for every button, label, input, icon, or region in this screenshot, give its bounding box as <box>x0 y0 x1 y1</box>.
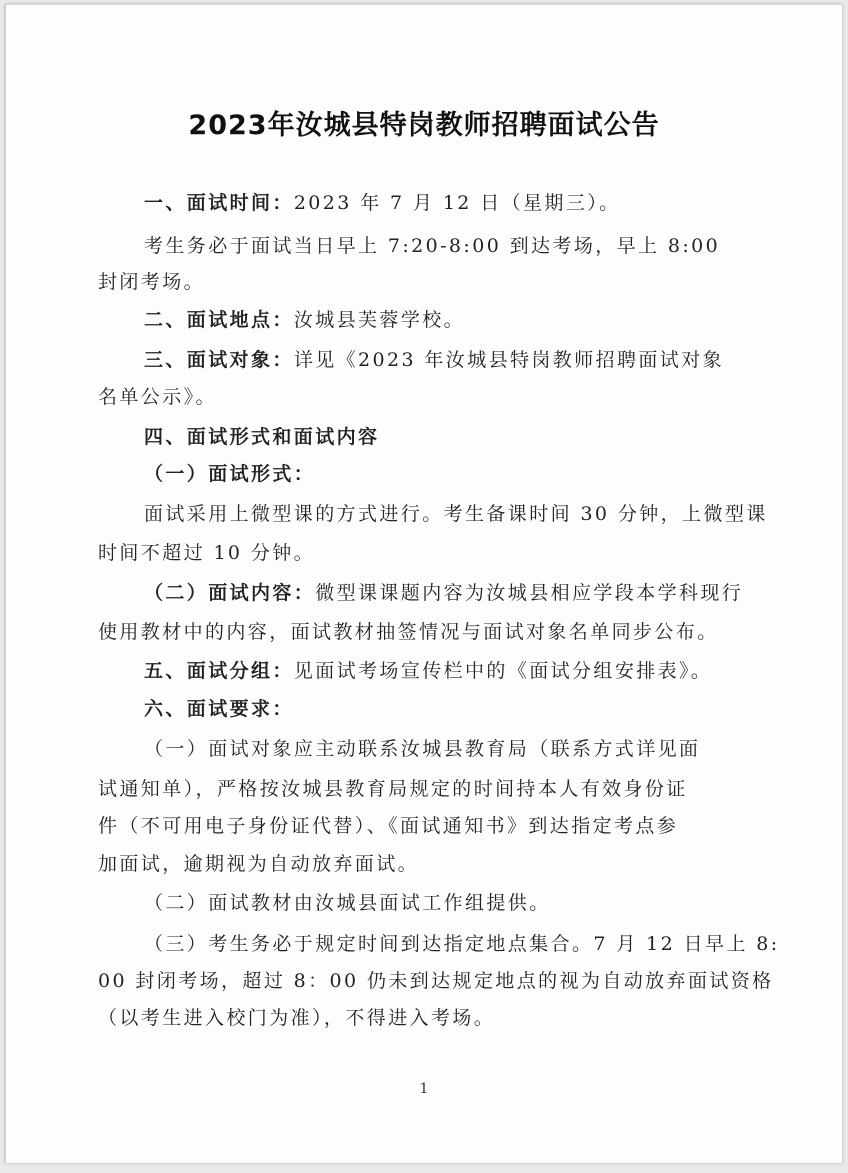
section-1-text: 2023 年 7 月 12 日（星期三）。 <box>293 192 621 214</box>
section-2-heading: 二、面试地点： <box>144 309 294 331</box>
section-2-text: 汝城县芙蓉学校。 <box>293 309 466 331</box>
section-6-req-3-line-2: 00 封闭考场，超过 8：00 仍未到达规定地点的视为自动放弃面试资格 <box>98 970 774 992</box>
section-4-sub-2-text: 微型课课题内容为汝城县相应学段本学科现行 <box>315 582 744 604</box>
section-6-req-1-line-4: 加面试，逾期视为自动放弃面试。 <box>98 853 420 875</box>
section-5-line <box>144 657 824 685</box>
section-4-sub-1-heading: （一）面试形式： <box>144 463 316 485</box>
section-6-req-1-line-1: （一）面试对象应主动联系汝城县教育局（联系方式详见面 <box>144 738 701 760</box>
section-1-para-line-1: 考生务必于面试当日早上 7:20-8:00 到达考场，早上 8:00 <box>144 235 721 257</box>
section-5-text: 见面试考场宣传栏中的《面试分组安排表》。 <box>293 660 713 682</box>
section-4-sub-1-line-1: 面试采用上微型课的方式进行。考生备课时间 30 分钟，上微型课 <box>144 503 768 525</box>
section-3-heading: 三、面试对象： <box>144 349 294 371</box>
section-1-line <box>144 189 824 217</box>
section-6-req-1-line-2: 试通知单），严格按汝城县教育局规定的时间持本人有效身份证 <box>98 778 688 800</box>
section-3-line-2: 名单公示》。 <box>98 386 217 408</box>
section-4-sub-2-heading: （二）面试内容： <box>144 582 316 604</box>
page-title: 2023年汝城县特岗教师招聘面试公告 <box>188 110 660 141</box>
section-6-req-3-line-3: （以考生进入校门为准），不得进入考场。 <box>98 1007 496 1029</box>
section-6-req-3-line-1: （三）考生务必于规定时间到达指定地点集合。7 月 12 日早上 8: <box>144 933 780 955</box>
section-1-heading: 一、面试时间： <box>144 192 294 214</box>
document-page <box>5 4 842 1163</box>
section-4-sub-2-line <box>144 579 824 607</box>
section-4-sub-2-line-2: 使用教材中的内容，面试教材抽签情况与面试对象名单同步公布。 <box>98 621 719 643</box>
section-6-req-2: （二）面试教材由汝城县面试工作组提供。 <box>144 892 551 914</box>
section-6-req-1-line-3: 件（不可用电子身份证代替）、《面试通知书》到达指定考点参 <box>98 815 679 837</box>
section-4-heading: 四、面试形式和面试内容 <box>144 426 380 448</box>
section-5-heading: 五、面试分组： <box>144 660 294 682</box>
section-1-para-line-2: 封闭考场。 <box>98 271 206 293</box>
section-4-sub-1-line-2: 时间不超过 10 分钟。 <box>98 542 316 564</box>
section-6-heading: 六、面试要求： <box>144 698 294 720</box>
page-number: 1 <box>419 1081 429 1097</box>
section-3-text: 详见《2023 年汝城县特岗教师招聘面试对象 <box>293 349 725 371</box>
section-3-line <box>144 346 824 374</box>
section-2-line <box>144 306 824 334</box>
